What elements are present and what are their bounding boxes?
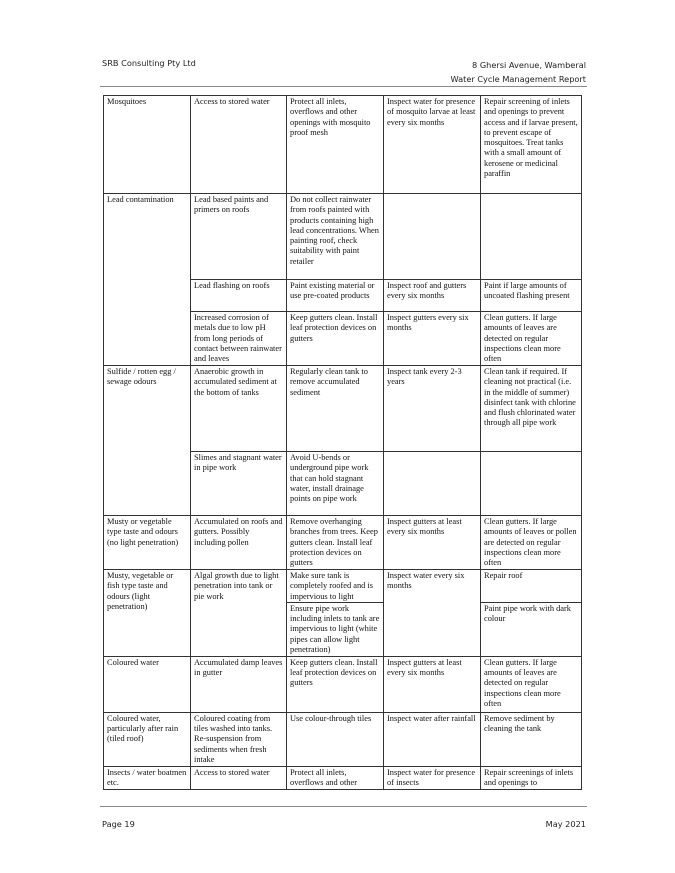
table-row bbox=[104, 570, 582, 603]
table-cell-prevention: Keep gutters clean. Install leaf protection devices on gutters bbox=[287, 656, 384, 712]
table-cell-monitoring: Inspect water after rainfall bbox=[384, 712, 481, 766]
table-cell-prevention: Make sure tank is completely roofed and is impervious to light bbox=[287, 570, 384, 603]
table-cell-cause: Accumulated damp leaves in gutter bbox=[191, 656, 287, 712]
table-cell-action: Clean gutters. If large amounts of leaves are detected on regular inspections clean more often bbox=[481, 656, 582, 712]
table-cell-action: Clean gutters. If large amounts of leaves or pollen are detected on regular inspections clean more often bbox=[481, 516, 582, 570]
table-cell-prevention: Regularly clean tank to remove accumulated sediment bbox=[287, 366, 384, 452]
table-cell-monitoring: Inspect roof and gutters every six months bbox=[384, 280, 481, 312]
table-cell-cause: Anaerobic growth in accumulated sediment at the bottom of tanks bbox=[191, 366, 287, 452]
table-cell-action: Clean gutters. If large amounts of leaves are detected on regular inspections clean more often bbox=[481, 312, 582, 366]
table-cell-cause: Access to stored water bbox=[191, 96, 287, 194]
table-cell-cause: Coloured coating from tiles washed into tanks. Re-suspension from sediments when fresh intake bbox=[191, 712, 287, 766]
table-row bbox=[104, 516, 582, 570]
table-cell-action: Repair roof bbox=[481, 570, 582, 603]
table-cell-monitoring: Inspect gutters at least every six months bbox=[384, 656, 481, 712]
table-cell-monitoring: Inspect tank every 2-3 years bbox=[384, 366, 481, 452]
table-cell-prevention: Remove overhanging branches from trees. Keep gutters clean. Install leaf protection devices on gutters bbox=[287, 516, 384, 570]
table-cell-action: Paint if large amounts of uncoated flashing present bbox=[481, 280, 582, 312]
table-cell-cause: Algal growth due to light penetration into tank or pie work bbox=[191, 570, 287, 657]
table-cell-action bbox=[481, 452, 582, 516]
table-row bbox=[104, 194, 582, 280]
table-cell-cause: Accumulated on roofs and gutters. Possibly including pollen bbox=[191, 516, 287, 570]
table-cell-hazard: Musty or vegetable type taste and odours (no light penetration) bbox=[104, 516, 191, 570]
table-cell-monitoring: Inspect water every six months bbox=[384, 570, 481, 657]
table-cell-action: Paint pipe work with dark colour bbox=[481, 602, 582, 656]
table-cell-cause: Lead flashing on roofs bbox=[191, 280, 287, 312]
table-cell-cause: Slimes and stagnant water in pipe work bbox=[191, 452, 287, 516]
table-cell-prevention: Avoid U-bends or underground pipe work that can hold stagnant water, install drainage points on pipe work bbox=[287, 452, 384, 516]
table-cell-hazard: Musty, vegetable or fish type taste and odours (light penetration) bbox=[104, 570, 191, 657]
table-cell-action: Clean tank if required. If cleaning not practical (i.e. in the middle of summer) disinfect tank with chlorine and flush chlorinated water through all pipe work bbox=[481, 366, 582, 452]
header-right bbox=[451, 58, 586, 86]
footer-page-number: Page 19 bbox=[102, 819, 135, 829]
table-cell-monitoring: Inspect gutters every six months bbox=[384, 312, 481, 366]
table-cell-monitoring bbox=[384, 452, 481, 516]
table-cell-prevention: Keep gutters clean. Install leaf protection devices on gutters bbox=[287, 312, 384, 366]
table-cell-prevention: Ensure pipe work including inlets to tank are impervious to light (white pipes can allow light penetration) bbox=[287, 602, 384, 656]
table-cell-hazard: Mosquitoes bbox=[104, 96, 191, 194]
table-cell-prevention: Protect all inlets, overflows and other bbox=[287, 766, 384, 789]
table-row bbox=[104, 96, 582, 194]
table-cell-monitoring: Inspect water for presence of insects bbox=[384, 766, 481, 789]
table-cell-prevention: Paint existing material or use pre-coated products bbox=[287, 280, 384, 312]
header-address: 8 Ghersi Avenue, Wamberal bbox=[472, 60, 586, 70]
table-cell-hazard: Lead contamination bbox=[104, 194, 191, 366]
table-row bbox=[104, 766, 582, 789]
table-cell-cause: Lead based paints and primers on roofs bbox=[191, 194, 287, 280]
table-cell-prevention: Do not collect rainwater from roofs painted with products containing high lead concentrations. When painting roof, check suitability with paint retailer bbox=[287, 194, 384, 280]
table-row bbox=[104, 712, 582, 766]
table-row bbox=[104, 656, 582, 712]
table-cell-prevention: Use colour-through tiles bbox=[287, 712, 384, 766]
footer-date: May 2021 bbox=[545, 819, 586, 829]
risk-management-table bbox=[103, 95, 582, 790]
table-cell-prevention: Protect all inlets, overflows and other openings with mosquito proof mesh bbox=[287, 96, 384, 194]
table-cell-action: Repair screening of inlets and openings to prevent access and if larvae present, to prevent escape of mosquitoes. Treat tanks with a small amount of kerosene or medicinal paraffin bbox=[481, 96, 582, 194]
header-report-title: Water Cycle Management Report bbox=[450, 74, 586, 84]
table-cell-action: Repair screenings of inlets and openings to bbox=[481, 766, 582, 789]
table-cell-monitoring: Inspect water for presence of mosquito larvae at least every six months bbox=[384, 96, 481, 194]
table-cell-hazard: Coloured water, particularly after rain (tiled roof) bbox=[104, 712, 191, 766]
table-cell-monitoring bbox=[384, 194, 481, 280]
footer-divider bbox=[100, 806, 587, 807]
header-divider bbox=[100, 86, 587, 87]
table-cell-action: Remove sediment by cleaning the tank bbox=[481, 712, 582, 766]
table-cell-hazard: Coloured water bbox=[104, 656, 191, 712]
table-cell-monitoring: Inspect gutters at least every six months bbox=[384, 516, 481, 570]
table-cell-cause: Access to stored water bbox=[191, 766, 287, 789]
table-cell-action bbox=[481, 194, 582, 280]
table-cell-hazard: Insects / water boatmen etc. bbox=[104, 766, 191, 789]
table-row bbox=[104, 366, 582, 452]
table-cell-hazard: Sulfide / rotten egg / sewage odours bbox=[104, 366, 191, 516]
table-cell-cause: Increased corrosion of metals due to low pH from long periods of contact between rainwater and leaves bbox=[191, 312, 287, 366]
header-company: SRB Consulting Pty Ltd bbox=[102, 58, 196, 68]
